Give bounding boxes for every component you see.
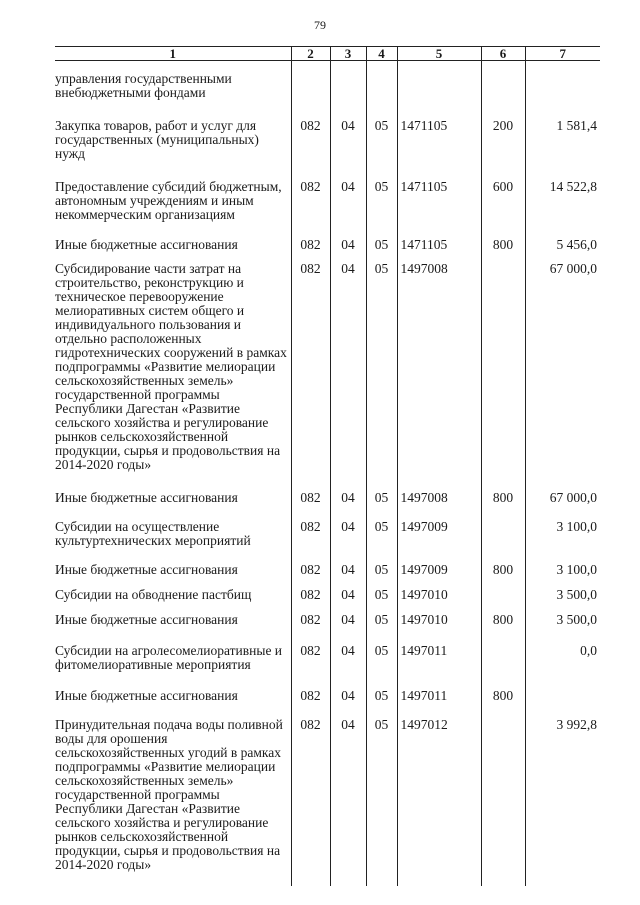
ministry-code: 082 — [291, 520, 330, 563]
ministry-code — [291, 61, 330, 120]
column-header: 1 — [55, 47, 291, 61]
subsection-code: 05 — [366, 588, 397, 613]
target-article-code: 1497009 — [397, 563, 481, 588]
expense-type-code: 200 — [481, 119, 525, 180]
row-description: Предоставление субсидий бюджетным, автономным учреждениям и иным некоммерческим организациям — [55, 180, 291, 238]
amount: 3 500,0 — [525, 613, 600, 644]
table-row — [55, 613, 600, 644]
section-code: 04 — [330, 238, 366, 262]
target-article-code: 1497010 — [397, 588, 481, 613]
target-article-code: 1497012 — [397, 718, 481, 886]
table-header-row — [55, 47, 600, 61]
expense-type-code: 800 — [481, 238, 525, 262]
subsection-code: 05 — [366, 689, 397, 718]
expense-type-code — [481, 520, 525, 563]
subsection-code: 05 — [366, 718, 397, 886]
subsection-code: 05 — [366, 613, 397, 644]
row-description: Иные бюджетные ассигнования — [55, 238, 291, 262]
row-description: Закупка товаров, работ и услуг для государственных (муниципальных) нужд — [55, 119, 291, 180]
section-code: 04 — [330, 491, 366, 520]
ministry-code: 082 — [291, 180, 330, 238]
subsection-code: 05 — [366, 644, 397, 689]
subsection-code: 05 — [366, 563, 397, 588]
table-row — [55, 238, 600, 262]
row-description: Субсидирование части затрат на строительство, реконструкцию и техническое перевооружение мелиоративных систем общего и индивидуального пользования и отдельно расположенных гидротехнических сооружений в рамках подпрограммы «Развитие мелиорации сельскохозяйственных земель» государственной программы Республики Дагестан «Развитие сельского хозяйства и регулирование рынков сельскохозяйственной продукции, сырья и продовольствия на 2014-2020 годы» — [55, 262, 291, 491]
row-description: Субсидии на осуществление культуртехнических мероприятий — [55, 520, 291, 563]
subsection-code: 05 — [366, 238, 397, 262]
table-row — [55, 588, 600, 613]
table-row — [55, 520, 600, 563]
amount: 5 456,0 — [525, 238, 600, 262]
section-code: 04 — [330, 718, 366, 886]
row-description: Субсидии на агролесомелиоративные и фитомелиоративные мероприятия — [55, 644, 291, 689]
section-code — [330, 61, 366, 120]
subsection-code: 05 — [366, 491, 397, 520]
expense-type-code: 800 — [481, 491, 525, 520]
target-article-code: 1471105 — [397, 119, 481, 180]
section-code: 04 — [330, 520, 366, 563]
ministry-code: 082 — [291, 262, 330, 491]
expense-type-code: 800 — [481, 563, 525, 588]
subsection-code — [366, 61, 397, 120]
section-code: 04 — [330, 262, 366, 491]
section-code: 04 — [330, 588, 366, 613]
table-row — [55, 718, 600, 886]
expense-type-code — [481, 588, 525, 613]
subsection-code: 05 — [366, 180, 397, 238]
expense-type-code — [481, 718, 525, 886]
row-description: Иные бюджетные ассигнования — [55, 613, 291, 644]
budget-table — [55, 46, 600, 886]
column-header: 7 — [525, 47, 600, 61]
row-description: Субсидии на обводнение пастбищ — [55, 588, 291, 613]
target-article-code: 1497008 — [397, 491, 481, 520]
amount: 1 581,4 — [525, 119, 600, 180]
amount: 67 000,0 — [525, 262, 600, 491]
row-description: Иные бюджетные ассигнования — [55, 563, 291, 588]
table-row — [55, 491, 600, 520]
target-article-code: 1471105 — [397, 238, 481, 262]
column-header: 3 — [330, 47, 366, 61]
subsection-code: 05 — [366, 520, 397, 563]
table-row — [55, 563, 600, 588]
ministry-code: 082 — [291, 588, 330, 613]
row-description: управления государственными внебюджетными фондами — [55, 61, 291, 120]
amount: 3 100,0 — [525, 520, 600, 563]
target-article-code: 1497011 — [397, 644, 481, 689]
expense-type-code — [481, 644, 525, 689]
column-header: 5 — [397, 47, 481, 61]
subsection-code: 05 — [366, 262, 397, 491]
column-header: 6 — [481, 47, 525, 61]
expense-type-code — [481, 262, 525, 491]
amount — [525, 61, 600, 120]
column-header: 2 — [291, 47, 330, 61]
section-code: 04 — [330, 180, 366, 238]
table-row — [55, 180, 600, 238]
row-description: Иные бюджетные ассигнования — [55, 491, 291, 520]
target-article-code: 1497010 — [397, 613, 481, 644]
column-header: 4 — [366, 47, 397, 61]
ministry-code: 082 — [291, 119, 330, 180]
table-row — [55, 689, 600, 718]
target-article-code: 1497011 — [397, 689, 481, 718]
expense-type-code: 800 — [481, 613, 525, 644]
ministry-code: 082 — [291, 238, 330, 262]
row-description: Принудительная подача воды поливной воды для орошения сельскохозяйственных угодий в рамках подпрограммы «Развитие мелиорации сельскохозяйственных земель» государственной программы Республики Дагестан «Развитие сельского хозяйства и регулирование рынков сельскохозяйственной продукции, сырья и продовольствия на 2014-2020 годы» — [55, 718, 291, 886]
table-row — [55, 262, 600, 491]
table-row — [55, 644, 600, 689]
ministry-code: 082 — [291, 491, 330, 520]
ministry-code: 082 — [291, 563, 330, 588]
amount: 3 992,8 — [525, 718, 600, 886]
target-article-code: 1497009 — [397, 520, 481, 563]
amount: 0,0 — [525, 644, 600, 689]
subsection-code: 05 — [366, 119, 397, 180]
table-row — [55, 61, 600, 120]
amount: 67 000,0 — [525, 491, 600, 520]
row-description: Иные бюджетные ассигнования — [55, 689, 291, 718]
section-code: 04 — [330, 644, 366, 689]
amount — [525, 689, 600, 718]
section-code: 04 — [330, 613, 366, 644]
expense-type-code — [481, 61, 525, 120]
expense-type-code: 800 — [481, 689, 525, 718]
target-article-code: 1497008 — [397, 262, 481, 491]
section-code: 04 — [330, 689, 366, 718]
target-article-code: 1471105 — [397, 180, 481, 238]
amount: 14 522,8 — [525, 180, 600, 238]
ministry-code: 082 — [291, 644, 330, 689]
ministry-code: 082 — [291, 689, 330, 718]
ministry-code: 082 — [291, 613, 330, 644]
table-row — [55, 119, 600, 180]
amount: 3 100,0 — [525, 563, 600, 588]
section-code: 04 — [330, 119, 366, 180]
page-number: 79 — [314, 18, 326, 32]
ministry-code: 082 — [291, 718, 330, 886]
amount: 3 500,0 — [525, 588, 600, 613]
target-article-code — [397, 61, 481, 120]
section-code: 04 — [330, 563, 366, 588]
expense-type-code: 600 — [481, 180, 525, 238]
